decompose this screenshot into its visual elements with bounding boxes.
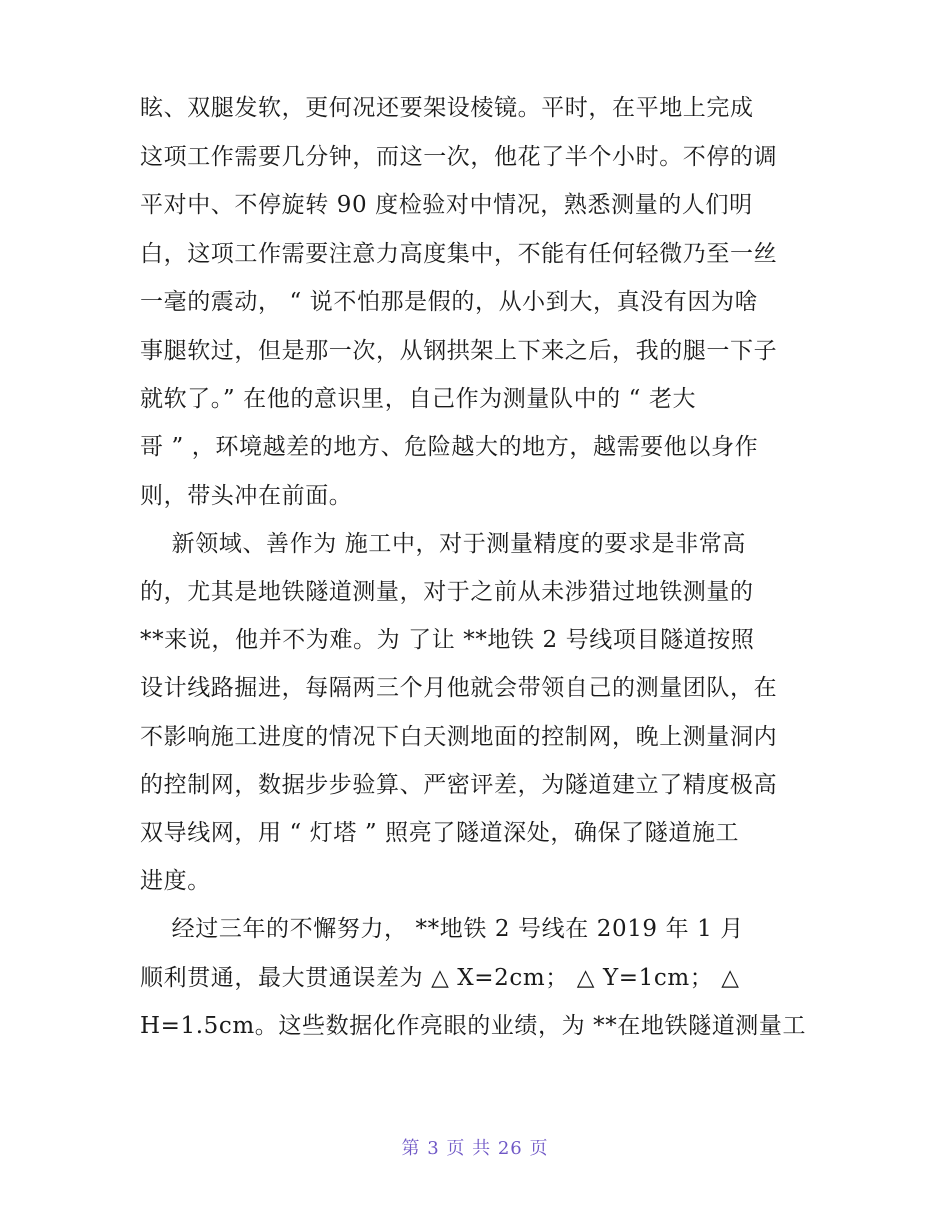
text-line-1: 眩、双腿发软，更何况还要架设棱镜。平时，在平地上完成 bbox=[140, 95, 754, 121]
page-number-footer: 第 3 页 共 26 页 bbox=[401, 1138, 549, 1159]
text-line-8: 哥 ” ，环境越差的地方、危险越大的地方，越需要他以身作 bbox=[140, 434, 759, 460]
text-line-18: 经过三年的不懈努力， **地铁 2 号线在 2019 年 1 月 bbox=[140, 916, 744, 942]
text-line-19: 顺利贯通，最大贯通误差为 △ X=2cm； △ Y=1cm； △ bbox=[140, 965, 740, 991]
text-line-7: 就软了。” 在他的意识里，自己作为测量队中的 “ 老大 bbox=[140, 386, 697, 412]
text-line-20: H=1.5cm。这些数据化作亮眼的业绩，为 **在地铁隧道测量工 bbox=[140, 1013, 807, 1039]
text-line-16: 双导线网，用 “ 灯塔 ” 照亮了隧道深处，确保了隧道施工 bbox=[140, 820, 740, 846]
text-line-2: 这项工作需要几分钟，而这一次，他花了半个小时。不停的调 bbox=[140, 144, 778, 170]
text-line-4: 白，这项工作需要注意力高度集中，不能有任何轻微乃至一丝 bbox=[140, 241, 778, 267]
text-line-6: 事腿软过，但是那一次，从钢拱架上下来之后，我的腿一下子 bbox=[140, 338, 778, 364]
text-line-13: 设计线路掘进，每隔两三个月他就会带领自己的测量团队，在 bbox=[140, 675, 778, 701]
text-line-17: 进度。 bbox=[140, 868, 211, 894]
text-line-5: 一毫的震动， “ 说不怕那是假的，从小到大，真没有因为啥 bbox=[140, 289, 759, 315]
text-line-14: 不影响施工进度的情况下白天测地面的控制网，晚上测量洞内 bbox=[140, 724, 778, 750]
text-line-12: **来说，他并不为难。为 了让 **地铁 2 号线项目隧道按照 bbox=[140, 627, 755, 653]
text-line-3: 平对中、不停旋转 90 度检验对中情况，熟悉测量的人们明 bbox=[140, 192, 753, 218]
text-line-11: 的，尤其是地铁隧道测量，对于之前从未涉猎过地铁测量的 bbox=[140, 579, 754, 605]
text-line-15: 的控制网，数据步步验算、严密评差，为隧道建立了精度极高 bbox=[140, 772, 778, 798]
text-line-10: 新领域、善作为 施工中，对于测量精度的要求是非常高 bbox=[140, 531, 746, 557]
text-line-9: 则，带头冲在前面。 bbox=[140, 483, 353, 509]
